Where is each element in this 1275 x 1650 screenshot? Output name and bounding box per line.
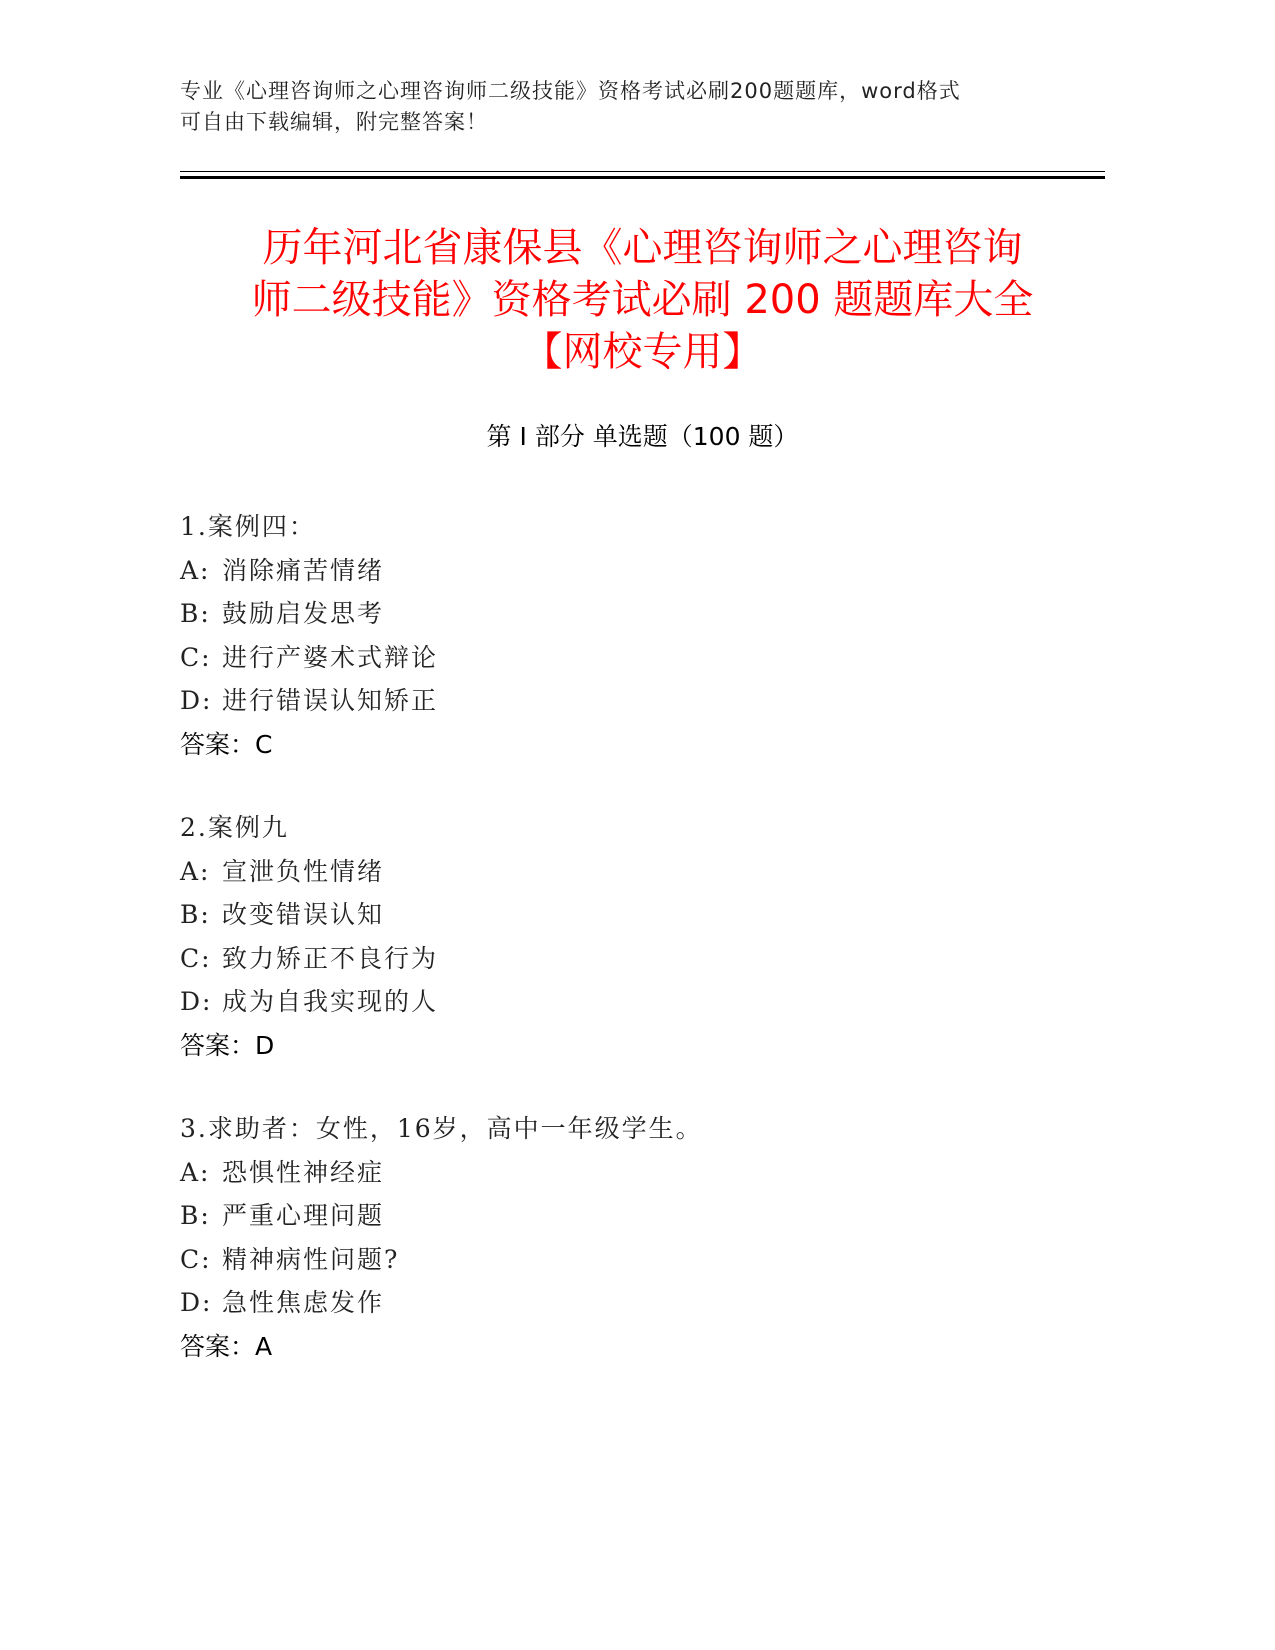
option-d xyxy=(180,980,1105,1024)
option-c xyxy=(180,636,1105,680)
question-1 xyxy=(180,505,1105,766)
option-key: A: xyxy=(180,555,211,585)
option-a xyxy=(180,1151,1105,1195)
option-text: 严重心理问题 xyxy=(222,1201,385,1230)
option-d xyxy=(180,1281,1105,1325)
option-key: D: xyxy=(180,1288,213,1317)
question-stem: 2.案例九 xyxy=(180,813,289,842)
option-key: B: xyxy=(180,599,211,628)
document-title-line-1: 历年河北省康保县《心理咨询师之心理咨询 xyxy=(262,225,1023,271)
option-key: A: xyxy=(180,1157,211,1187)
question-2 xyxy=(180,806,1105,1067)
option-b xyxy=(180,1194,1105,1238)
option-a xyxy=(180,549,1105,593)
option-b xyxy=(180,592,1105,636)
header-note-line-1: 专业《心理咨询师之心理咨询师二级技能》资格考试必刷200题题库，word格式 xyxy=(180,79,961,103)
option-key: D: xyxy=(180,686,213,715)
header-divider-thin xyxy=(180,171,1105,172)
option-d xyxy=(180,679,1105,723)
option-a xyxy=(180,850,1105,894)
option-key: C: xyxy=(180,1244,212,1274)
document-title-line-2: 师二级技能》资格考试必刷 200 题题库大全 xyxy=(251,277,1034,323)
header-note-line-2: 可自由下载编辑，附完整答案！ xyxy=(180,110,488,134)
question-list xyxy=(180,505,1105,1408)
option-c xyxy=(180,937,1105,981)
option-key: B: xyxy=(180,1201,211,1230)
option-text: 成为自我实现的人 xyxy=(222,987,439,1016)
option-text: 消除痛苦情绪 xyxy=(222,555,385,585)
option-text: 急性焦虑发作 xyxy=(222,1288,385,1317)
option-text: 宣泄负性情绪 xyxy=(222,856,385,886)
option-text: 进行产婆术式辩论 xyxy=(222,642,439,672)
answer-line: 答案：A xyxy=(180,1331,273,1361)
option-text: 鼓励启发思考 xyxy=(222,599,385,628)
option-key: C: xyxy=(180,943,212,973)
option-key: C: xyxy=(180,642,212,672)
document-title xyxy=(180,222,1105,378)
header-note xyxy=(180,76,1060,138)
question-stem: 1.案例四： xyxy=(180,512,316,541)
option-text: 恐惧性神经症 xyxy=(222,1157,385,1187)
answer-line: 答案：D xyxy=(180,1030,275,1060)
question-3 xyxy=(180,1107,1105,1368)
option-text: 精神病性问题? xyxy=(222,1244,400,1274)
option-text: 进行错误认知矫正 xyxy=(222,686,439,715)
option-b xyxy=(180,893,1105,937)
answer-line: 答案：C xyxy=(180,729,273,759)
option-key: A: xyxy=(180,856,211,886)
option-text: 致力矫正不良行为 xyxy=(222,943,439,973)
option-text: 改变错误认知 xyxy=(222,900,385,929)
option-key: B: xyxy=(180,900,211,929)
section-heading: 第 I 部分 单选题（100 题） xyxy=(486,422,799,451)
option-key: D: xyxy=(180,987,213,1016)
document-title-line-3: 【网校专用】 xyxy=(522,329,763,375)
header-divider-thick xyxy=(180,176,1105,179)
option-c xyxy=(180,1238,1105,1282)
question-stem: 3.求助者：女性，16岁，高中一年级学生。 xyxy=(180,1114,703,1143)
